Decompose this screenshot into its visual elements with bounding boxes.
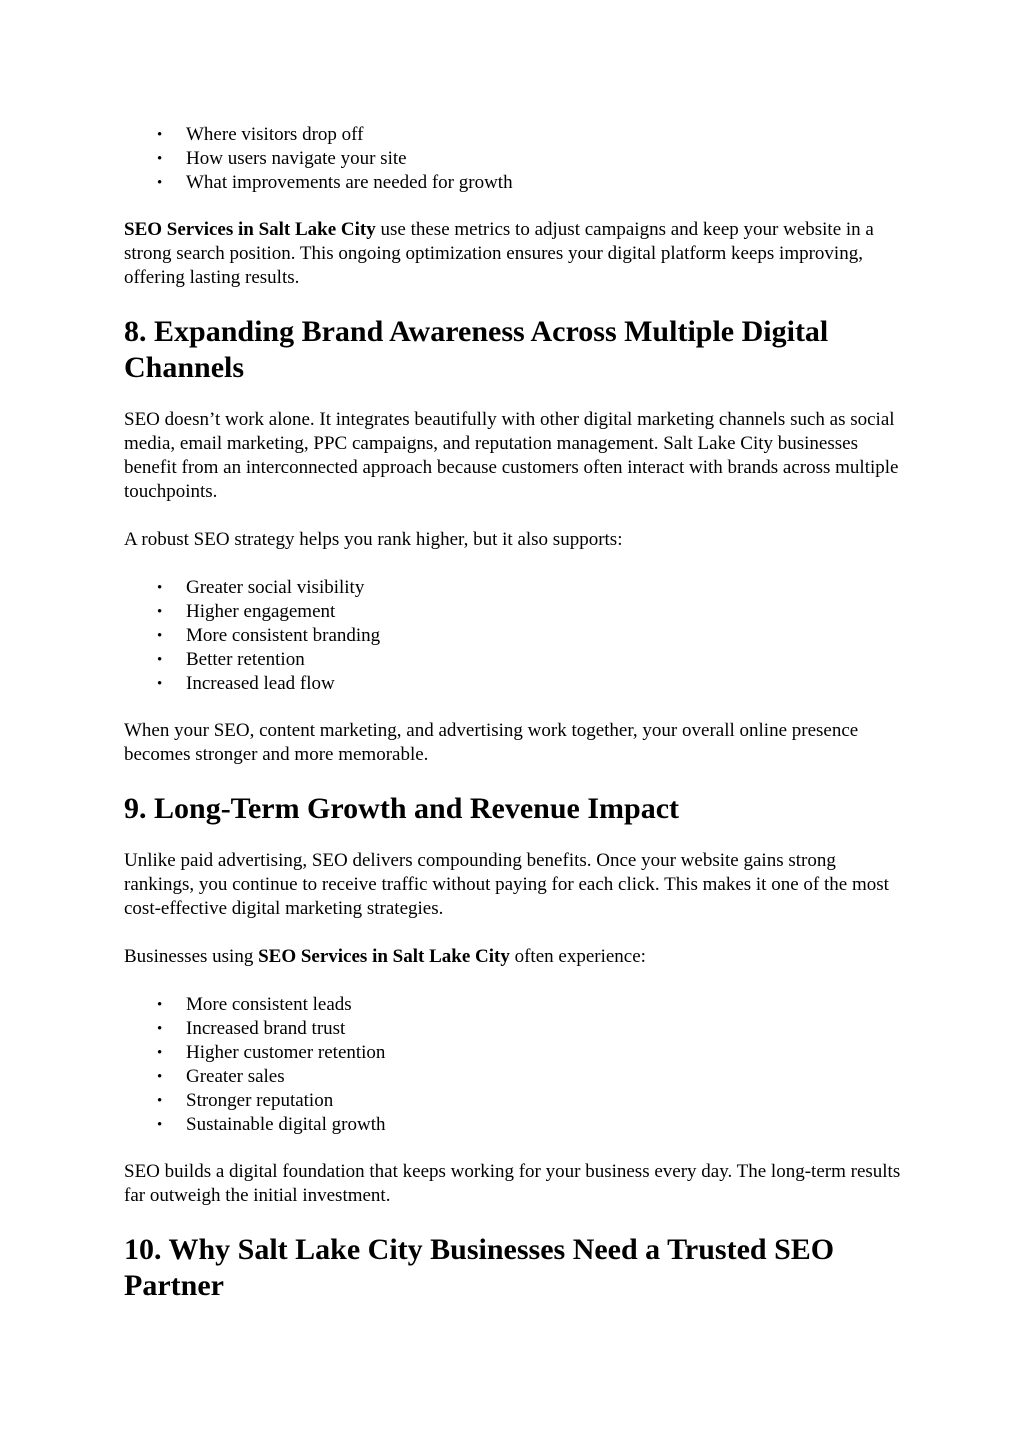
bullet-icon: •: [157, 676, 163, 692]
bullet-icon: •: [157, 151, 163, 167]
paragraph: Businesses using SEO Services in Salt Lake City often experience:: [124, 946, 646, 967]
paragraph: SEO Services in Salt Lake City use these metrics to adjust campaigns and keep your website in a strong search position. This ongoing optimization ensures your digital platform keeps improving, offering lasting results.: [124, 219, 874, 288]
list-item: • Sustainable digital growth: [157, 1114, 386, 1135]
paragraph: SEO builds a digital foundation that keeps working for your business every day. The long-term results far outweigh the initial investment.: [124, 1161, 901, 1206]
heading-section-9: 9. Long-Term Growth and Revenue Impact: [124, 792, 680, 825]
list-item: • Where visitors drop off: [157, 124, 364, 145]
list-item: • Stronger reputation: [157, 1090, 334, 1111]
bullet-icon: •: [157, 628, 163, 644]
heading-section-8: 8. Expanding Brand Awareness Across Multiple Digital Channels: [124, 315, 829, 384]
bullet-icon: •: [157, 1069, 163, 1085]
bullet-icon: •: [157, 1021, 163, 1037]
list-item: • What improvements are needed for growth: [157, 172, 513, 193]
paragraph: SEO doesn’t work alone. It integrates beautifully with other digital marketing channels such as social media, email marketing, PPC campaigns, and reputation management. Salt Lake City businesses benefit from an interconnected approach because customers often interact with brands across multiple touchpoints.: [124, 409, 899, 502]
list-item: • More consistent leads: [157, 994, 352, 1015]
list-item: • How users navigate your site: [157, 148, 407, 169]
bullet-icon: •: [157, 1093, 163, 1109]
bullet-icon: •: [157, 580, 163, 596]
list-item: • Better retention: [157, 649, 305, 670]
bullet-icon: •: [157, 604, 163, 620]
list-item: • Increased lead flow: [157, 673, 335, 694]
bullet-icon: •: [157, 997, 163, 1013]
supports-list: [124, 576, 904, 696]
list-item: • Higher engagement: [157, 601, 336, 622]
list-item: • Increased brand trust: [157, 1018, 346, 1039]
bullet-icon: •: [157, 175, 163, 191]
benefits-list: [124, 993, 904, 1137]
list-item: • Higher customer retention: [157, 1042, 386, 1063]
paragraph: Unlike paid advertising, SEO delivers compounding benefits. Once your website gains strong rankings, you continue to receive traffic without paying for each click. This makes it one of the most cost-effective digital marketing strategies.: [124, 850, 889, 919]
metrics-list: [124, 123, 904, 195]
list-item: • Greater social visibility: [157, 577, 365, 598]
bullet-icon: •: [157, 1045, 163, 1061]
document-page: [124, 123, 904, 1326]
heading-section-10: 10. Why Salt Lake City Businesses Need a Trusted SEO Partner: [124, 1233, 835, 1302]
bullet-icon: •: [157, 127, 163, 143]
list-item: • Greater sales: [157, 1066, 285, 1087]
paragraph: When your SEO, content marketing, and advertising work together, your overall online presence becomes stronger and more memorable.: [124, 720, 859, 765]
bullet-icon: •: [157, 1117, 163, 1133]
bullet-icon: •: [157, 652, 163, 668]
list-item: • More consistent branding: [157, 625, 381, 646]
paragraph: A robust SEO strategy helps you rank higher, but it also supports:: [124, 529, 623, 550]
